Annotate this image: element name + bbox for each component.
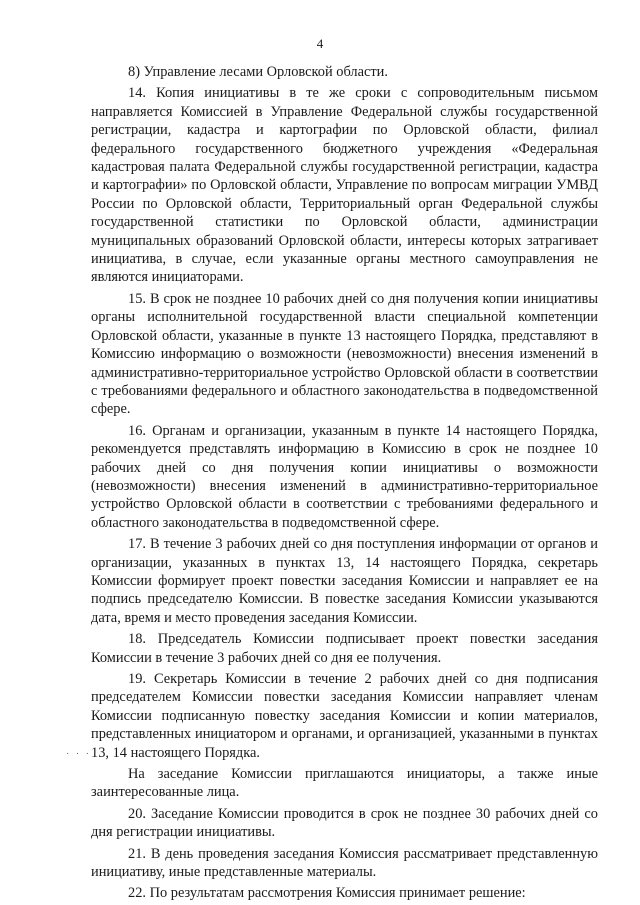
clause-22: 22. По результатам рассмотрения Комиссия принимает решение: bbox=[128, 885, 526, 902]
scan-margin-mark: ˙ ˙ ˙ bbox=[66, 752, 91, 763]
list-item-8: 8) Управление лесами Орловской области. bbox=[128, 64, 388, 80]
invitation-paragraph: На заседание Комиссии приглашаются инициаторы, а также иные заинтересованные лица. bbox=[91, 766, 598, 801]
clause-15: 15. В срок не позднее 10 рабочих дней со дня получения копии инициативы органы исполнительной государственной власти специальной компетенции Орловской области, указанные в пункте 13 настоящего Порядка, представляют в Комиссию информацию о возможности (невозможности) внесения изменений в административно-территориальное устройство Орловской области в соответствии с требованиями федерального и областного законодательства в подведомственной сфере. bbox=[91, 290, 598, 418]
document-body bbox=[91, 63, 598, 903]
page-number: 4 bbox=[316, 36, 324, 51]
clause-17: 17. В течение 3 рабочих дней со дня поступления информации от органов и организации, указанных в пунктах 13, 14 настоящего Порядка, секретарь Комиссии формирует проект повестки заседания Комиссии и направляет ее на подпись председателю Комиссии. В повестке заседания Комиссии указываются дата, время и место проведения заседания Комиссии. bbox=[91, 536, 598, 626]
clause-14: 14. Копия инициативы в те же сроки с сопроводительным письмом направляется Комиссией в Управление Федеральной службы государственной регистрации, кадастра и картографии по Орловской области, филиал федерального государственного бюджетного учреждения «Федеральная кадастровая палата Федеральной службы государственной регистрации, кадастра и картографии» по Орловской области, Управление по вопросам миграции УМВД России по Орловской области, Территориальный орган Федеральной службы государственной статистики по Орловской области, администрации муниципальных образований Орловской области, интересы которых затрагивает инициатива, в случае, если указанные органы местного самоуправления не являются инициаторами. bbox=[91, 85, 598, 286]
clause-21: 21. В день проведения заседания Комиссия рассматривает представленную инициативу, иные представленные материалы. bbox=[91, 845, 598, 881]
clause-16: 16. Органам и организации, указанным в пункте 14 настоящего Порядка, рекомендуется представлять информацию в Комиссию в срок не позднее 10 рабочих дней со дня получения копии инициативы о возможности (невозможности) внесения изменений в административно-территориальное устройство Орловской области в соответствии с требованиями федерального и областного законодательства в подведомственной сфере. bbox=[91, 422, 598, 531]
clause-20: 20. Заседание Комиссии проводится в срок не позднее 30 рабочих дней со дня регистрации инициативы. bbox=[91, 805, 598, 841]
clause-18: 18. Председатель Комиссии подписывает проект повестки заседания Комиссии в течение 3 рабочих дней со дня ее получения. bbox=[91, 631, 598, 666]
clause-19: 19. Секретарь Комиссии в течение 2 рабочих дней со дня подписания председателем Комиссии повестки заседания Комиссии направляет членам Комиссии подписанную повестку заседания Комиссии и копии материалов, представленных инициатором и органами, и организацией, указанными в пунктах 13, 14 настоящего Порядка. bbox=[91, 671, 598, 761]
